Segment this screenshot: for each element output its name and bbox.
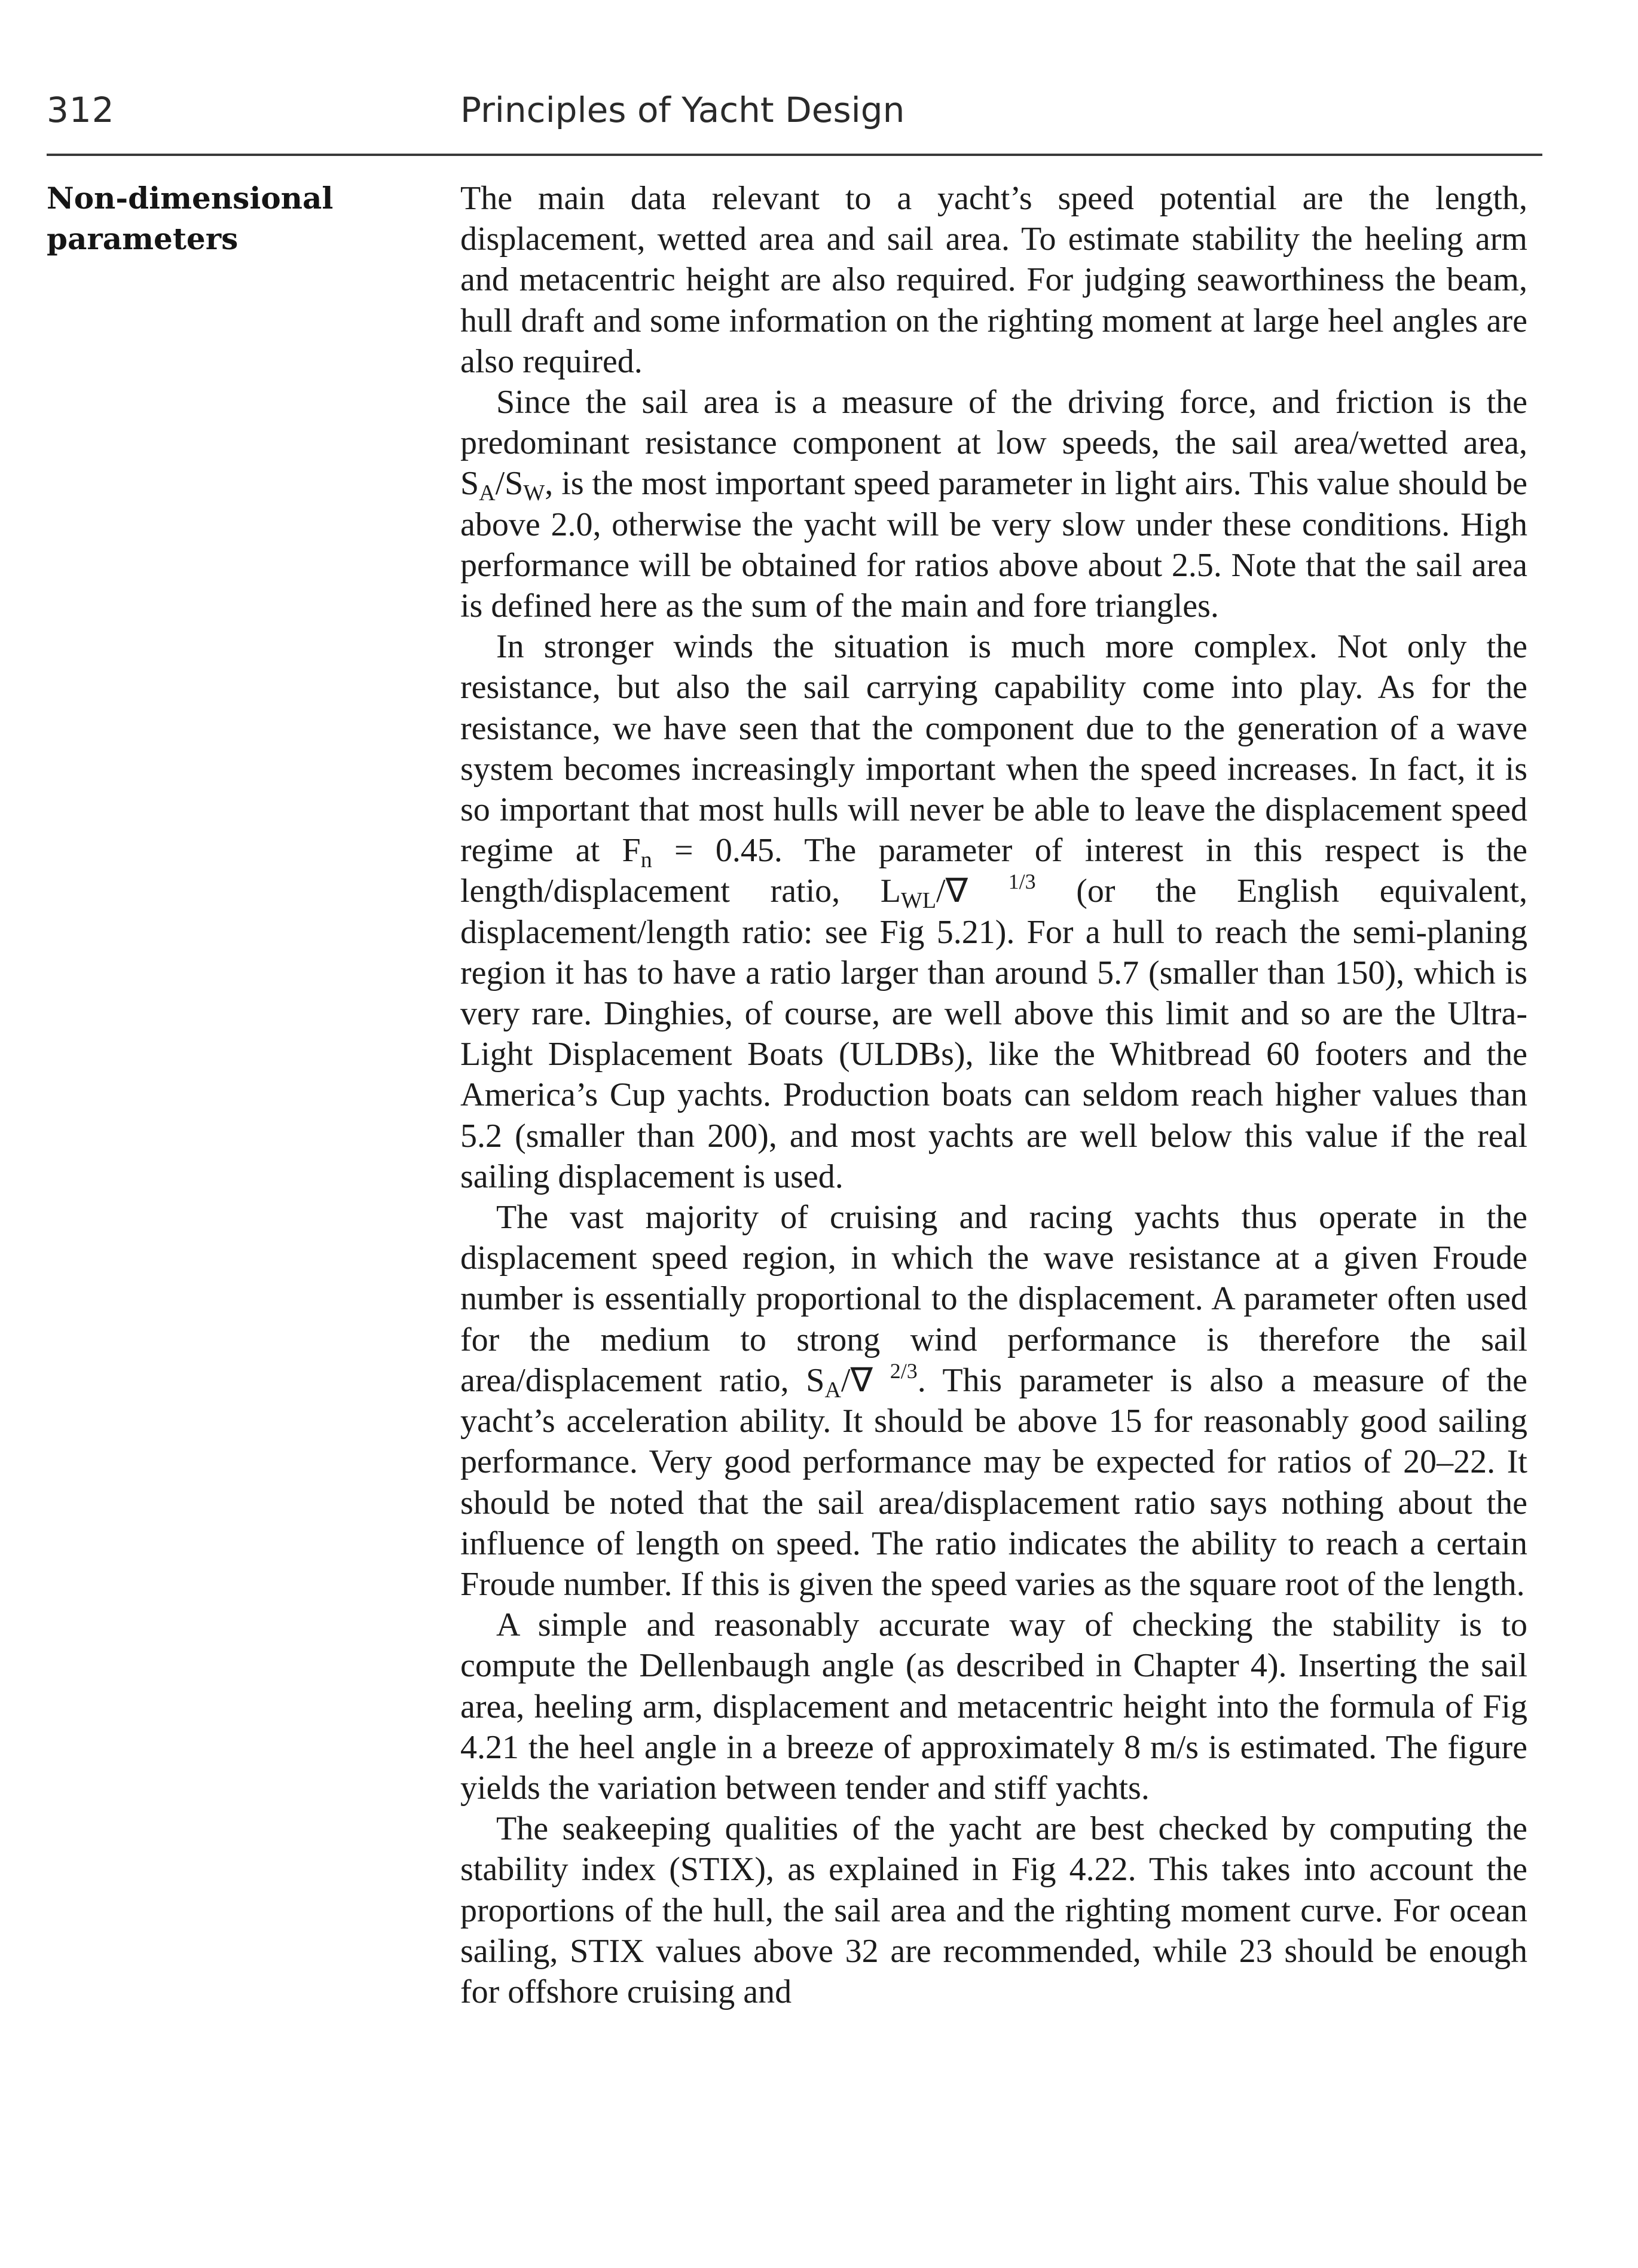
subscript: WL: [900, 888, 937, 914]
text-run: . This parameter is also a measure of the yacht’s acceleration ability. It should be above 15 for reasonably good sailing performance. Very good performance may be expected for ratios of 20–22. It should be noted that the sail area/displacement ratio says nothing about the influence of length on speed. The ratio indicates the ability to reach a certain Froude number. If this is given the speed varies as the square root of the length.: [460, 1361, 1527, 1603]
paragraph-5: A simple and reasonably accurate way of checking the stability is to compute the Dellenbaugh angle (as described in Chapter 4). Inserting the sail area, heeling arm, displacement and metacentric height into the formula of Fig 4.21 the heel angle in a breeze of approximately 8 m/s is estimated. The figure yields the variation between tender and stiff yachts.: [460, 1606, 1527, 1807]
header-divider: [47, 154, 1542, 156]
text-run: Since the sail area is a measure of the driving force, and friction is the predominant resistance component at low speeds, the sail area/wetted area, S: [460, 384, 1527, 503]
paragraph-6: The seakeeping qualities of the yacht are best checked by computing the stability index (STIX), as explained in Fig 4.22. This takes into account the proportions of the hull, the sail area and the righting moment curve. For ocean sailing, STIX values above 32 are recommended, while 23 should be enough for offshore cruising and: [460, 1810, 1527, 2010]
text-run: In stronger winds the situation is much more complex. Not only the resistance, but also the sail carrying capability come into play. As for the resistance, we have seen that the component due to the generation of a wave system becomes increasingly important when the speed increases. In fact, it is so important that most hulls will never be able to leave the displacement speed regime at F: [460, 628, 1527, 870]
paragraph-3: [460, 626, 1527, 1197]
page-number: 312: [47, 90, 115, 130]
text-run: /∇: [841, 1361, 890, 1399]
text-run: /S: [495, 465, 524, 503]
text-run: /∇: [936, 873, 1009, 910]
superscript: 1/3: [1008, 870, 1036, 894]
section-heading: Non-dimensional parameters: [47, 180, 334, 256]
subscript: A: [824, 1377, 841, 1403]
body-text: [460, 178, 1527, 2012]
paragraph-1: The main data relevant to a yacht’s speed potential are the length, displacement, wetted area and sail area. To estimate stability the heeling arm and metacentric height are also required. For judging seaworthiness the beam, hull draft and some information on the righting moment at large heel angles are also required.: [460, 180, 1527, 380]
running-header-title: Principles of Yacht Design: [460, 90, 905, 130]
subscript: n: [640, 847, 652, 873]
text-run: The vast majority of cruising and racing yachts thus operate in the displacement speed region, in which the wave resistance at a given Froude number is essentially proportional to the displacement. A parameter often used for the medium to strong wind performance is therefore the sail area/displacement ratio, S: [460, 1199, 1527, 1399]
subscript: W: [523, 480, 545, 506]
text-run: , is the most important speed parameter in light airs. This value should be above 2.0, otherwise the yacht will be very slow under these conditions. High performance will be obtained for ratios above about 2.5. Note that the sail area is defined here as the sum of the main and fore triangles.: [460, 465, 1527, 625]
paragraph-2: [460, 382, 1527, 626]
subscript: A: [479, 480, 496, 506]
text-run: = 0.45. The parameter of interest in this respect is the length/displacement ratio, L: [460, 832, 1527, 910]
text-run: (or the English equivalent, displacement/length ratio: see Fig 5.21). For a hull to reach the semi-planing region it has to have a ratio larger than around 5.7 (smaller than 150), which is very rare. Dinghies, of course, are well above this limit and so are the Ultra-Light Displacement Boats (ULDBs), like the Whitbread 60 footers and the America’s Cup yachts. Production boats can seldom reach higher values than 5.2 (smaller than 200), and most yachts are well below this value if the real sailing displacement is used.: [460, 873, 1527, 1195]
superscript: 2/3: [890, 1358, 918, 1383]
paragraph-4: [460, 1197, 1527, 1605]
